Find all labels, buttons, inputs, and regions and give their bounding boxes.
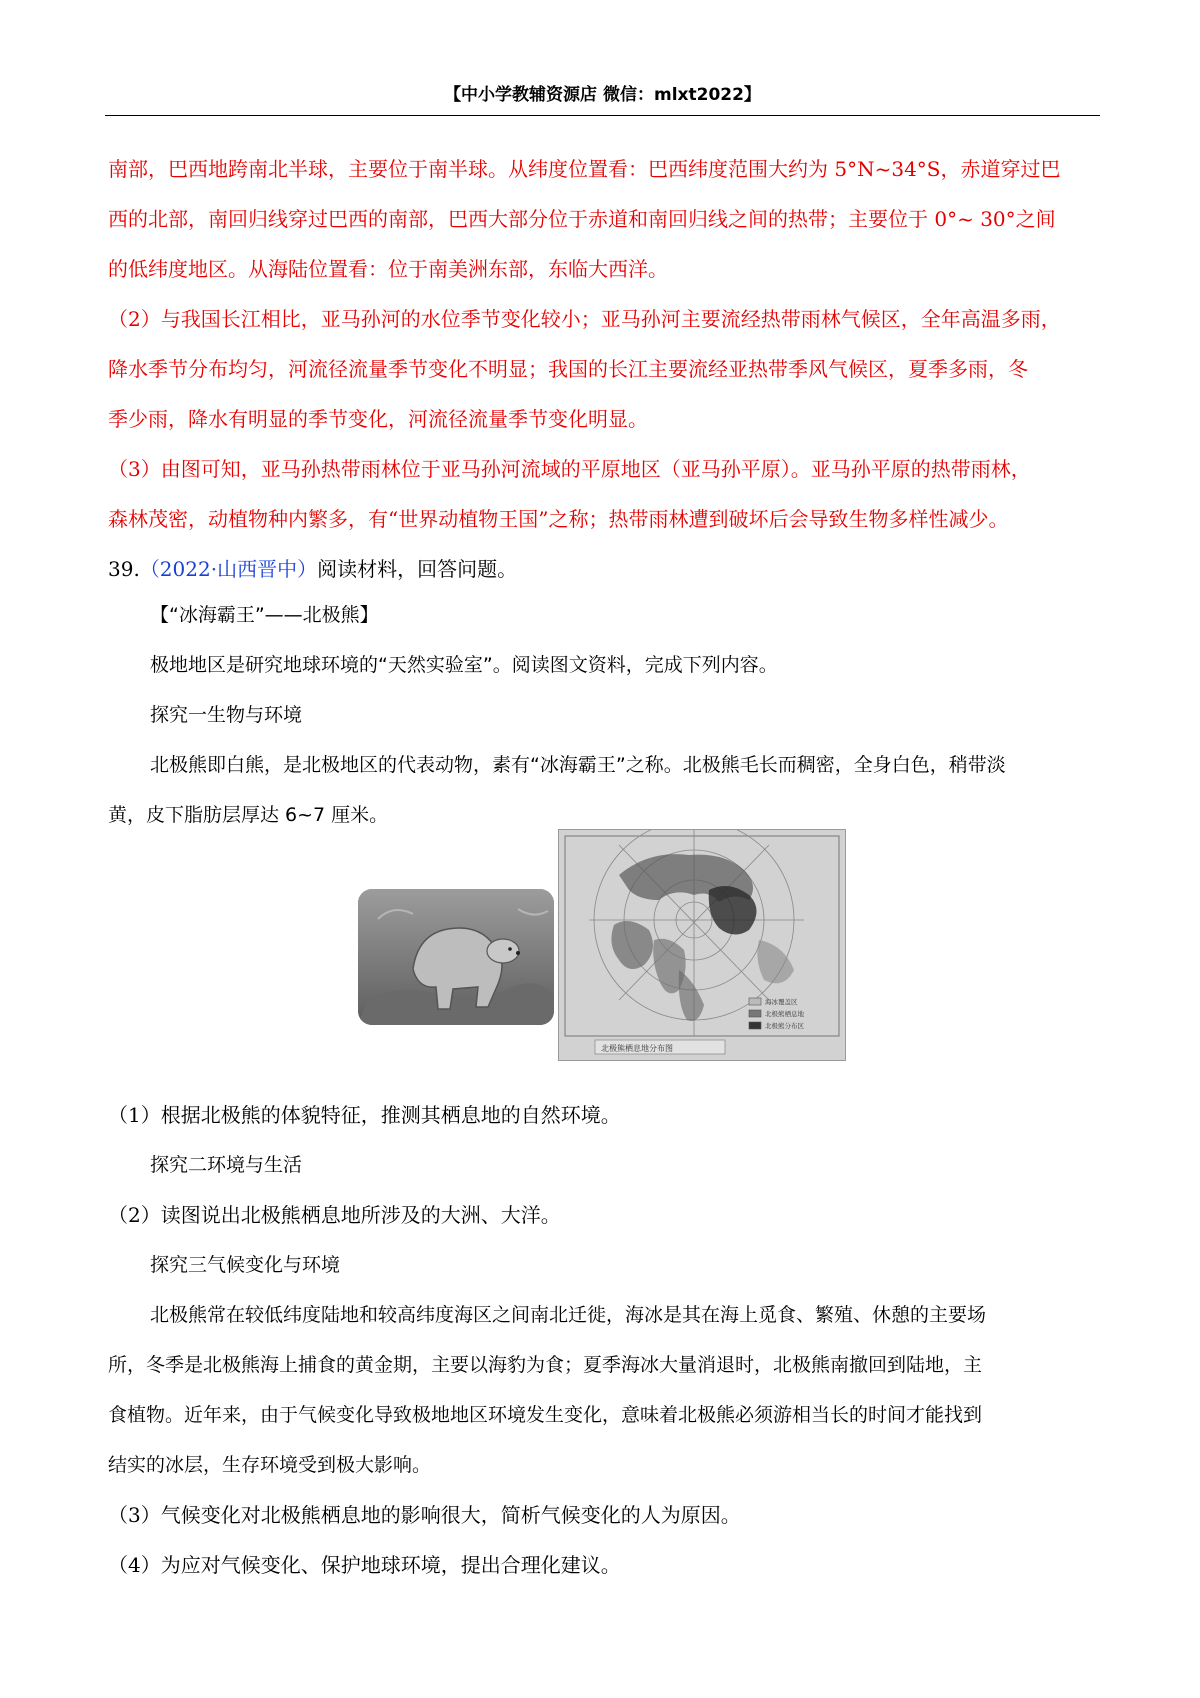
legend-item: 北极熊栖息地 bbox=[765, 1010, 804, 1018]
legend-item: 海冰覆盖区 bbox=[765, 998, 798, 1006]
bear-text: 黄，皮下脂肪层厚达 6~7 厘米。 bbox=[108, 804, 389, 826]
climate-text: 结实的冰层，生存环境受到极大影响。 bbox=[108, 1454, 432, 1476]
header-rule bbox=[105, 115, 1100, 116]
explore-3-heading: 探究三气候变化与环境 bbox=[150, 1254, 341, 1276]
question-number: 39. bbox=[108, 557, 140, 581]
question-4: （4）为应对气候变化、保护地球环境，提出合理化建议。 bbox=[108, 1553, 621, 1577]
question-2: （2）读图说出北极熊栖息地所涉及的大洲、大洋。 bbox=[108, 1203, 561, 1227]
answer-line: 森林茂密，动植物种内繁多，有“世界动植物王国”之称；热带雨林遭到破坏后会导致生物多样性减少。 bbox=[108, 507, 1009, 531]
bear-text: 北极熊即白熊，是北极地区的代表动物，素有“冰海霸王”之称。北极熊毛长而稠密，全身白色，稍带淡 bbox=[150, 754, 1006, 776]
question-1: （1）根据北极熊的体貌特征，推测其栖息地的自然环境。 bbox=[108, 1103, 621, 1127]
material-intro: 极地地区是研究地球环境的“天然实验室”。阅读图文资料，完成下列内容。 bbox=[150, 654, 778, 676]
material-title: 【“冰海霸王”——北极熊】 bbox=[150, 604, 379, 626]
climate-text: 北极熊常在较低纬度陆地和较高纬度海区之间南北迁徙，海冰是其在海上觅食、繁殖、休憩的主要场 bbox=[150, 1304, 987, 1326]
explore-2-heading: 探究二环境与生活 bbox=[150, 1154, 303, 1176]
polar-bear-photo bbox=[358, 889, 554, 1025]
answer-line: 季少雨，降水有明显的季节变化，河流径流量季节变化明显。 bbox=[108, 407, 648, 431]
question-prompt: 阅读材料，回答问题。 bbox=[317, 557, 518, 581]
answer-line: 南部，巴西地跨南北半球，主要位于南半球。从纬度位置看：巴西纬度范围大约为 5°N~34°S，赤道穿过巴 bbox=[108, 157, 1061, 181]
answer-line: （2）与我国长江相比，亚马孙河的水位季节变化较小；亚马孙河主要流经热带雨林气候区，全年高温多雨， bbox=[108, 307, 1061, 331]
question-39 bbox=[108, 544, 1098, 594]
legend-item: 北极熊分布区 bbox=[765, 1022, 804, 1030]
climate-text: 所，冬季是北极熊海上捕食的黄金期，主要以海豹为食；夏季海冰大量消退时，北极熊南撤回到陆地，主 bbox=[108, 1354, 983, 1376]
explore-1-heading: 探究一生物与环境 bbox=[150, 704, 303, 726]
arctic-habitat-map bbox=[558, 829, 846, 1061]
page-header: 【中小学教辅资源店 微信：mlxt2022】 bbox=[444, 85, 761, 105]
answer-line: 降水季节分布均匀，河流径流量季节变化不明显；我国的长江主要流经亚热带季风气候区，夏季多雨，冬 bbox=[108, 357, 1028, 381]
question-source[interactable]: （2022·山西晋中） bbox=[139, 557, 318, 581]
climate-text: 食植物。近年来，由于气候变化导致极地地区环境发生变化，意味着北极熊必须游相当长的时间才能找到 bbox=[108, 1404, 983, 1426]
question-3: （3）气候变化对北极熊栖息地的影响很大，简析气候变化的人为原因。 bbox=[108, 1503, 741, 1527]
map-caption: 北极熊栖息地分布图 bbox=[601, 1044, 673, 1053]
answer-line: （3）由图可知，亚马孙热带雨林位于亚马孙河流域的平原地区（亚马孙平原）。亚马孙平原的热带雨林， bbox=[108, 457, 1031, 481]
answer-line: 的低纬度地区。从海陆位置看：位于南美洲东部，东临大西洋。 bbox=[108, 257, 668, 281]
answer-line: 西的北部，南回归线穿过巴西的南部，巴西大部分位于赤道和南回归线之间的热带；主要位于 0°~ 30°之间 bbox=[108, 207, 1056, 231]
